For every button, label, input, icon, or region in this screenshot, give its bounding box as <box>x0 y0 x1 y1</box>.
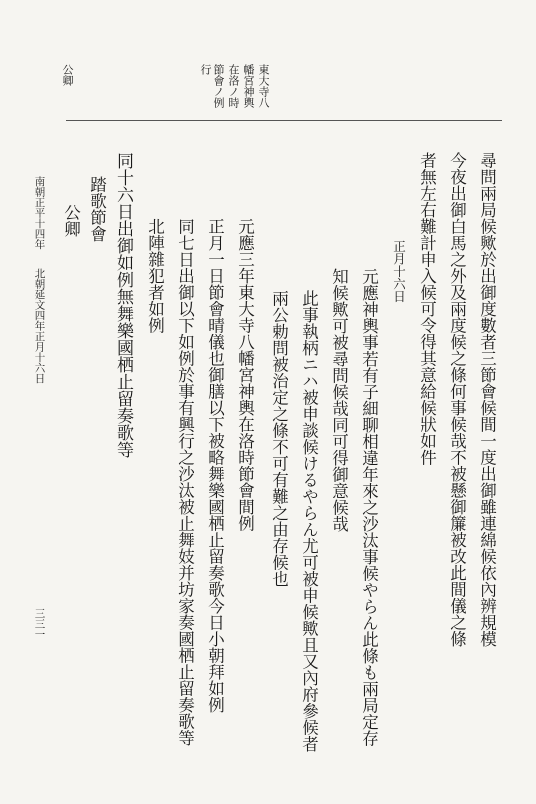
running-header-line-2: 幡宮神輿 <box>242 64 255 108</box>
text-column-14: 踏歌節會 <box>87 176 107 242</box>
text-column-13: 同十六日出御如例無舞樂國栖止留奏歌等 <box>113 152 133 458</box>
text-column-3: 者無左右難計申入候可令得其意給候狀如件 <box>417 152 437 466</box>
footer-era-north: 北朝延文四年正月十六日 <box>33 268 46 384</box>
text-column-15: 公卿 <box>61 204 81 237</box>
running-header-line-3: 在洛ノ時 <box>227 64 240 108</box>
text-column-7: 此事執柄ニハ被申談候けるやらん尤可被申候歟且又內府參候者 <box>299 290 319 752</box>
text-column-5: 元應神輿事若有子細聊相違年來之沙汰事候やらん此條も兩局定存 <box>359 268 379 747</box>
footer-era-south: 南朝正平十四年 <box>33 176 46 250</box>
record-heading: 元應三年東大寺八幡宮神輿在洛時節會間例 <box>235 218 255 532</box>
running-header-line-5: 行 <box>199 64 212 75</box>
text-column-11: 同七日出御以下如例於事有興行之沙汰被止舞妓并坊家奏國栖止留奏歌等 <box>175 218 195 746</box>
running-header-line-4: 節會ノ例 <box>212 64 225 108</box>
text-column-8: 兩公勅問被治定之條不可有難之由存候也 <box>269 290 289 587</box>
text-column-1: 尋問兩局候歟於出御度數者三節會候間一度出御雖連綿候依內辨規模 <box>477 152 497 647</box>
text-column-12: 北陣雜犯者如例 <box>145 218 165 334</box>
date-line: 正月十六日 <box>391 240 407 303</box>
text-column-6: 知候歟可被尋問候哉同可得御意候哉 <box>329 268 349 532</box>
page-number: 三三一 <box>33 608 46 640</box>
text-column-2: 今夜出御白馬之外及兩度候之條何事候哉不被懸御簾被改此間儀之條 <box>447 152 467 647</box>
header-rule <box>66 120 502 121</box>
running-header-line-1: 東大寺八 <box>257 64 270 108</box>
running-header-section: 公卿 <box>61 64 74 86</box>
text-column-10: 正月一日節會晴儀也御膳以下被略舞樂國栖止留奏歌今日小朝拜如例 <box>205 218 225 713</box>
